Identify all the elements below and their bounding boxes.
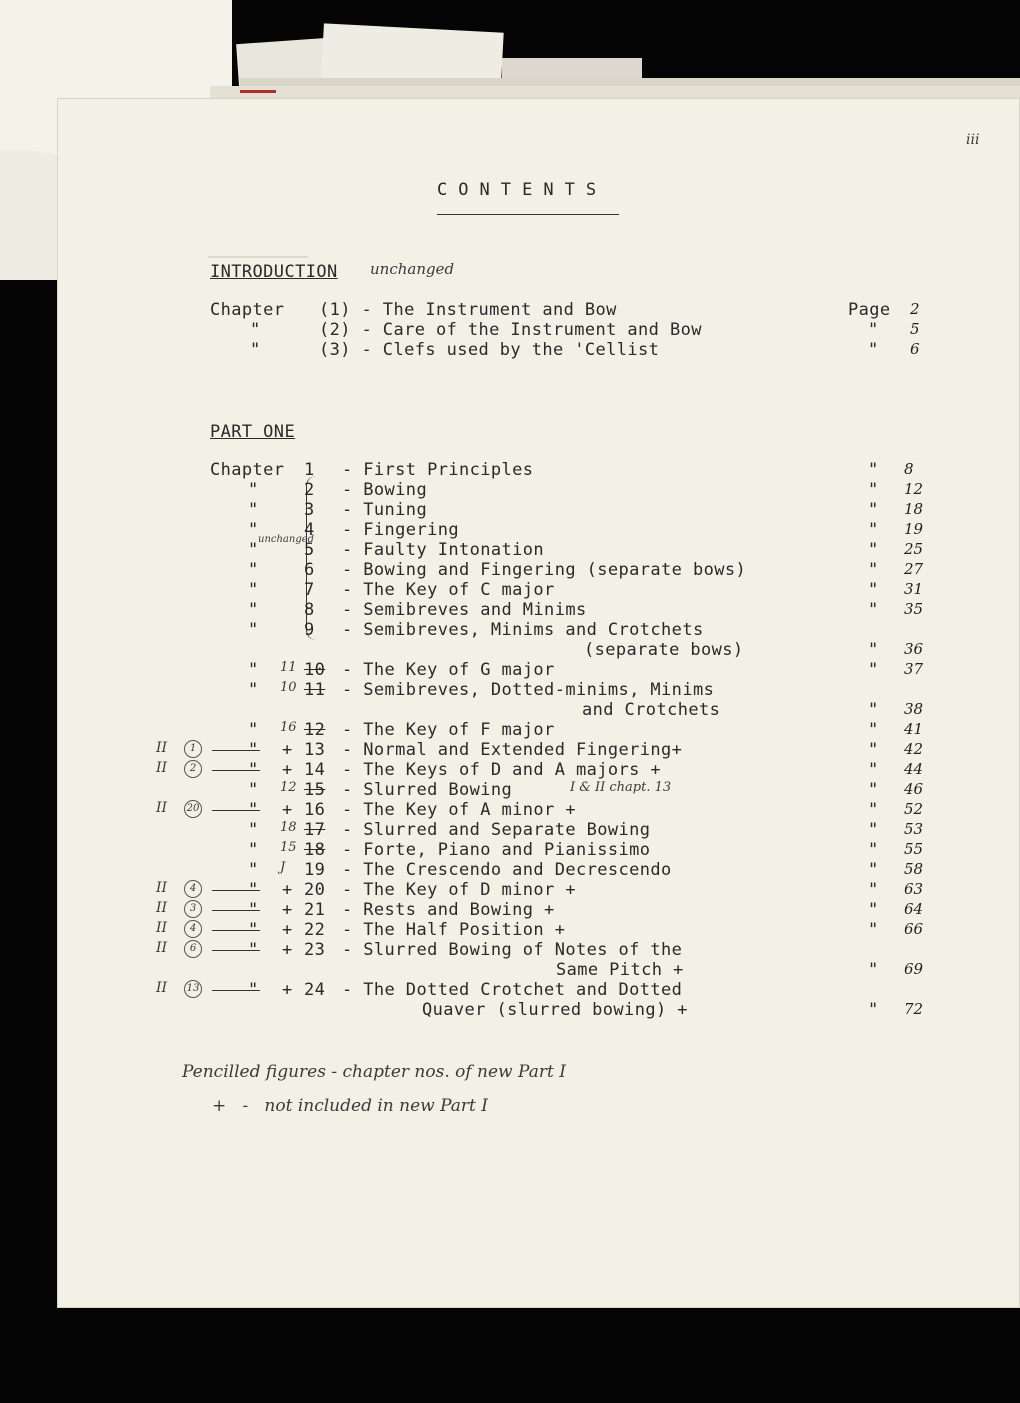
chapter-number: 2 bbox=[304, 480, 315, 500]
chapter-title: (3) - Clefs used by the 'Cellist bbox=[319, 340, 660, 360]
page-number: 25 bbox=[904, 540, 924, 558]
ditto-mark: " bbox=[868, 840, 879, 860]
chapter-number: 20 bbox=[304, 880, 326, 900]
handwritten-note: I & II chapt. 13 bbox=[570, 780, 672, 795]
chapter-title: (1) - The Instrument and Bow bbox=[319, 300, 617, 320]
ditto-mark: " bbox=[868, 480, 879, 500]
circled-number: 2 bbox=[184, 760, 202, 778]
circled-number: 20 bbox=[184, 800, 202, 818]
pencil-number: 10 bbox=[280, 680, 297, 695]
chapter-number: 23 bbox=[304, 940, 326, 960]
chapter-number: 19 bbox=[304, 860, 326, 880]
chapter-title: - First Principles bbox=[342, 460, 534, 480]
page-number: 12 bbox=[904, 480, 924, 498]
chapter-prefix: " bbox=[248, 680, 259, 700]
plus-mark: + bbox=[282, 940, 293, 960]
page-number: 35 bbox=[904, 600, 924, 618]
pencil-number: J bbox=[280, 860, 286, 875]
margin-mark: II bbox=[156, 920, 168, 936]
ditto-mark: " bbox=[868, 920, 879, 940]
ditto-mark: " bbox=[868, 560, 879, 580]
page-number: 5 bbox=[910, 320, 920, 338]
page-number-mark: iii bbox=[966, 132, 980, 148]
chapter-title-continued: Quaver (slurred bowing) + bbox=[422, 1000, 688, 1020]
chapter-title: - Semibreves, Dotted-minims, Minims bbox=[342, 680, 715, 700]
page-number: 55 bbox=[904, 840, 924, 858]
ditto-mark: " bbox=[868, 860, 879, 880]
chapter-title: - Faulty Intonation bbox=[342, 540, 545, 560]
pencil-number: 18 bbox=[280, 820, 297, 835]
ditto-mark: " bbox=[868, 500, 879, 520]
chapter-number: 14 bbox=[304, 760, 326, 780]
page-number: 63 bbox=[904, 880, 924, 898]
chapter-number: 4 bbox=[304, 520, 315, 540]
chapter-prefix: " bbox=[248, 480, 259, 500]
margin-mark: II bbox=[156, 760, 168, 776]
handwritten-note: unchanged bbox=[370, 260, 455, 278]
ditto-mark: " bbox=[868, 760, 879, 780]
chapter-prefix: " bbox=[248, 500, 259, 520]
plus-mark: + bbox=[282, 900, 293, 920]
chapter-prefix: " bbox=[248, 560, 259, 580]
chapter-prefix: " bbox=[248, 900, 259, 920]
chapter-number: 3 bbox=[304, 500, 315, 520]
chapter-title: - Tuning bbox=[342, 500, 428, 520]
chapter-number: 11 bbox=[304, 680, 326, 700]
ditto-mark: " bbox=[868, 800, 879, 820]
page-label: " bbox=[868, 340, 879, 360]
chapter-prefix: Chapter bbox=[210, 300, 285, 320]
chapter-title: - The Key of C major bbox=[342, 580, 555, 600]
page-number: 2 bbox=[910, 300, 920, 318]
page-number: 69 bbox=[904, 960, 924, 978]
plus-mark: + bbox=[282, 800, 293, 820]
page-number: 27 bbox=[904, 560, 924, 578]
chapter-number: 8 bbox=[304, 600, 315, 620]
page-number: 53 bbox=[904, 820, 924, 838]
chapter-title: - Slurred and Separate Bowing bbox=[342, 820, 651, 840]
title-underline bbox=[437, 214, 619, 215]
ditto-mark: " bbox=[868, 520, 879, 540]
chapter-prefix: " bbox=[248, 760, 259, 780]
chapter-prefix: " bbox=[248, 920, 259, 940]
plus-mark: + bbox=[282, 920, 293, 940]
chapter-prefix: " bbox=[248, 600, 259, 620]
plus-mark: + bbox=[282, 760, 293, 780]
page-number: 8 bbox=[904, 460, 914, 478]
chapter-number: 9 bbox=[304, 620, 315, 640]
footnote-pencilled: Pencilled figures - chapter nos. of new Part I bbox=[182, 1062, 566, 1082]
chapter-title: - The Crescendo and Decrescendo bbox=[342, 860, 672, 880]
chapter-number: 17 bbox=[304, 820, 326, 840]
ditto-mark: " bbox=[868, 600, 879, 620]
margin-mark: II bbox=[156, 940, 168, 956]
ditto-mark: " bbox=[868, 900, 879, 920]
plus-mark: + bbox=[282, 880, 293, 900]
page-number: 64 bbox=[904, 900, 924, 918]
chapter-prefix: " bbox=[248, 580, 259, 600]
circled-number: 1 bbox=[184, 740, 202, 758]
page-label: " bbox=[868, 320, 879, 340]
chapter-title-continued: and Crotchets bbox=[582, 700, 721, 720]
page-number: 44 bbox=[904, 760, 924, 778]
chapter-number: 1 bbox=[304, 460, 315, 480]
margin-mark: II bbox=[156, 800, 168, 816]
chapter-title: - The Keys of D and A majors + bbox=[342, 760, 662, 780]
circled-number: 13 bbox=[184, 980, 202, 998]
chapter-number: 5 bbox=[304, 540, 315, 560]
section-heading-introduction: INTRODUCTION bbox=[210, 262, 338, 282]
page-number: 37 bbox=[904, 660, 924, 678]
section-heading-part-one: PART ONE bbox=[210, 422, 296, 442]
page-number: 18 bbox=[904, 500, 924, 518]
ditto-mark: " bbox=[868, 660, 879, 680]
chapter-prefix: " bbox=[250, 340, 261, 360]
ditto-mark: " bbox=[868, 780, 879, 800]
ditto-mark: " bbox=[868, 640, 879, 660]
chapter-title: - Slurred Bowing bbox=[342, 780, 513, 800]
chapter-number: 6 bbox=[304, 560, 315, 580]
chapter-prefix: Chapter bbox=[210, 460, 285, 480]
page-number: 46 bbox=[904, 780, 924, 798]
ditto-mark: " bbox=[868, 880, 879, 900]
chapter-title: - The Key of A minor + bbox=[342, 800, 576, 820]
ditto-mark: " bbox=[868, 1000, 879, 1020]
circled-number: 4 bbox=[184, 920, 202, 938]
chapter-number: 22 bbox=[304, 920, 326, 940]
ditto-mark: " bbox=[868, 700, 879, 720]
chapter-prefix: " bbox=[248, 520, 259, 540]
chapter-title-continued: (separate bows) bbox=[584, 640, 744, 660]
bleed-through bbox=[208, 242, 308, 258]
page-number: 58 bbox=[904, 860, 924, 878]
circled-number: 4 bbox=[184, 880, 202, 898]
ditto-mark: " bbox=[868, 820, 879, 840]
page-number: 66 bbox=[904, 920, 924, 938]
margin-mark: II bbox=[156, 900, 168, 916]
chapter-prefix: " bbox=[248, 940, 259, 960]
chapter-title: - Semibreves, Minims and Crotchets bbox=[342, 620, 704, 640]
footnote-plus: + - not included in new Part I bbox=[212, 1096, 488, 1116]
pencil-number: 15 bbox=[280, 840, 297, 855]
page-number: 38 bbox=[904, 700, 924, 718]
chapter-number: 13 bbox=[304, 740, 326, 760]
margin-mark: II bbox=[156, 740, 168, 756]
chapter-prefix: " bbox=[248, 720, 259, 740]
chapter-title: - The Key of D minor + bbox=[342, 880, 576, 900]
chapter-title: - Rests and Bowing + bbox=[342, 900, 555, 920]
chapter-title: - The Dotted Crotchet and Dotted bbox=[342, 980, 683, 1000]
red-marker bbox=[240, 90, 276, 93]
page-number: 6 bbox=[910, 340, 920, 358]
chapter-prefix: " bbox=[248, 740, 259, 760]
ditto-mark: " bbox=[868, 460, 879, 480]
plus-mark: + bbox=[282, 980, 293, 1000]
chapter-title: - Forte, Piano and Pianissimo bbox=[342, 840, 651, 860]
chapter-prefix: " bbox=[250, 320, 261, 340]
chapter-title: - Slurred Bowing of Notes of the bbox=[342, 940, 683, 960]
ditto-mark: " bbox=[868, 720, 879, 740]
chapter-title: - Bowing and Fingering (separate bows) bbox=[342, 560, 747, 580]
chapter-prefix: " bbox=[248, 820, 259, 840]
page-number: 52 bbox=[904, 800, 924, 818]
page-title: C O N T E N T S bbox=[437, 180, 597, 200]
plus-mark: + bbox=[282, 740, 293, 760]
chapter-prefix: " bbox=[248, 800, 259, 820]
pencil-number: 11 bbox=[280, 660, 297, 675]
margin-mark: II bbox=[156, 980, 168, 996]
pencil-number: 16 bbox=[280, 720, 297, 735]
chapter-title: - The Key of F major bbox=[342, 720, 555, 740]
chapter-prefix: " bbox=[248, 980, 259, 1000]
page-number: 72 bbox=[904, 1000, 924, 1018]
circled-number: 3 bbox=[184, 900, 202, 918]
page-number: 36 bbox=[904, 640, 924, 658]
chapter-prefix: " bbox=[248, 780, 259, 800]
chapter-prefix: " bbox=[248, 840, 259, 860]
chapter-title: - Fingering bbox=[342, 520, 459, 540]
page-number: 31 bbox=[904, 580, 924, 598]
chapter-title: - Normal and Extended Fingering+ bbox=[342, 740, 683, 760]
chapter-title: - Bowing bbox=[342, 480, 428, 500]
chapter-prefix: " bbox=[248, 660, 259, 680]
ditto-mark: " bbox=[868, 540, 879, 560]
margin-mark: II bbox=[156, 880, 168, 896]
chapter-title: - The Half Position + bbox=[342, 920, 566, 940]
chapter-prefix: " bbox=[248, 620, 259, 640]
page-number: 19 bbox=[904, 520, 924, 538]
chapter-number: 21 bbox=[304, 900, 326, 920]
chapter-number: 24 bbox=[304, 980, 326, 1000]
chapter-prefix: " bbox=[248, 880, 259, 900]
chapter-title: - Semibreves and Minims bbox=[342, 600, 587, 620]
page-number: 41 bbox=[904, 720, 924, 738]
chapter-number: 18 bbox=[304, 840, 326, 860]
page-label: Page bbox=[848, 300, 891, 320]
ditto-mark: " bbox=[868, 580, 879, 600]
chapter-number: 12 bbox=[304, 720, 326, 740]
chapter-title: - The Key of G major bbox=[342, 660, 555, 680]
circled-number: 6 bbox=[184, 940, 202, 958]
chapter-title-continued: Same Pitch + bbox=[556, 960, 684, 980]
pencil-number: 12 bbox=[280, 780, 297, 795]
handwritten-unchanged: unchanged bbox=[258, 534, 315, 545]
page-number: 42 bbox=[904, 740, 924, 758]
chapter-title: (2) - Care of the Instrument and Bow bbox=[319, 320, 702, 340]
chapter-prefix: " bbox=[248, 860, 259, 880]
chapter-number: 15 bbox=[304, 780, 326, 800]
ditto-mark: " bbox=[868, 740, 879, 760]
chapter-prefix: " bbox=[248, 540, 259, 560]
ditto-mark: " bbox=[868, 960, 879, 980]
chapter-number: 7 bbox=[304, 580, 315, 600]
chapter-number: 10 bbox=[304, 660, 326, 680]
chapter-number: 16 bbox=[304, 800, 326, 820]
